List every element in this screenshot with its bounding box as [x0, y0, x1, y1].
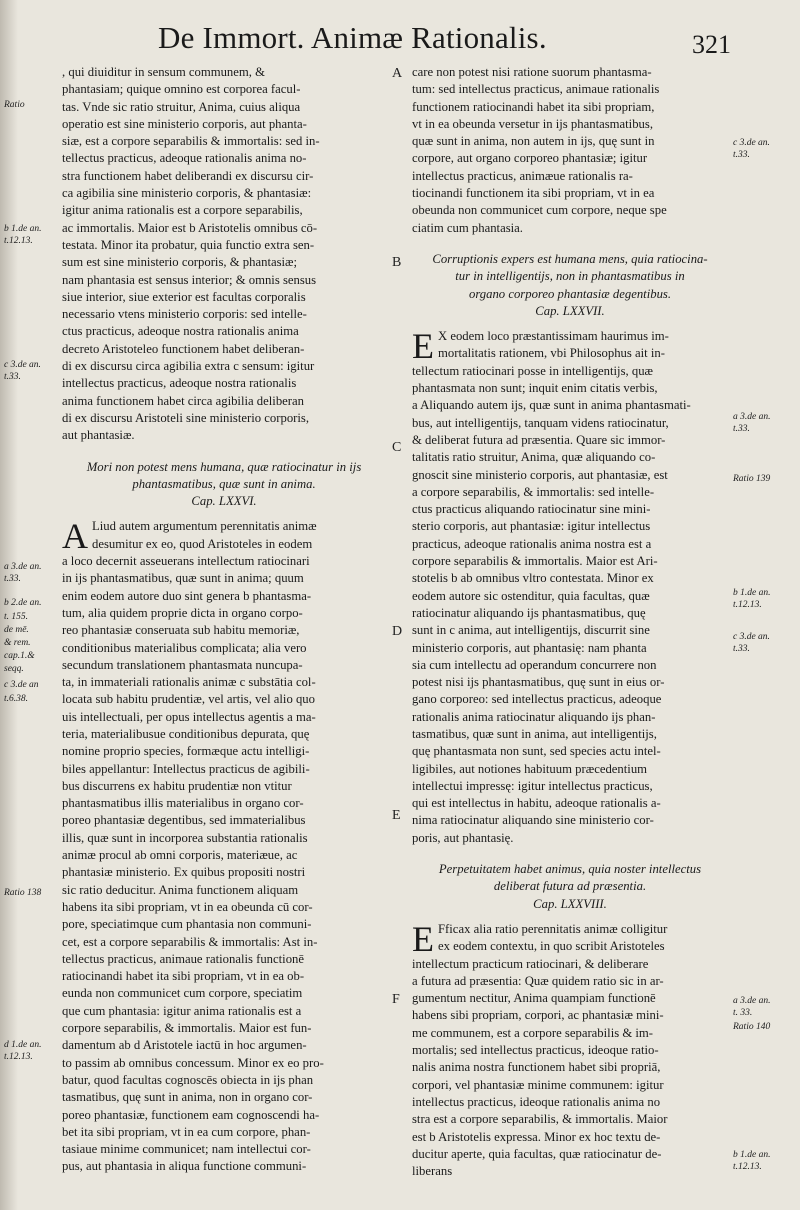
text-line: nalis anima nostra functionem habet sibi propriā,: [412, 1060, 661, 1075]
text-line: stotelis b ab omnibus vltro contestata. Minor ex: [412, 571, 654, 586]
text-line: animæ procul ab omni corporis, materiæue, ac: [62, 848, 298, 863]
margin-ref: t. 155.: [4, 612, 29, 622]
text-line: ratiocinatur aliquando ijs phantasmatibus, quę: [412, 605, 646, 620]
text-line: batur, quod facultas cognoscēs obiecta in ijs phan: [62, 1072, 314, 1087]
text-line: damentum ab d Aristotele iactū in hoc argumen-: [62, 1038, 307, 1053]
text-line: & deliberat futura ad præsentia. Quare sic immor-: [412, 432, 666, 447]
text-line: anima functionem habet circa agibilia deliberan: [62, 393, 305, 408]
text-line: care non potest nisi ratione suorum phantasma-: [412, 65, 652, 79]
chapter-number-78: Cap. LXXVIII.: [533, 896, 607, 911]
text-line: tasmatibus, quę sunt in anima, non in organo cor-: [62, 1090, 313, 1105]
text-line: enim eodem autore duo sint genera b phantasma-: [62, 588, 312, 603]
text-line: to passim ab omnibus concessum. Minor ex eo pro-: [62, 1055, 324, 1070]
text-line: a futura ad præsentia: Quæ quidem ratio sic in ar-: [412, 973, 664, 988]
text-line: siue interior, siue exterior est facultas corporalis: [62, 289, 306, 304]
text-line: liberans: [412, 1164, 453, 1179]
text-line: ex eodem contextu, in quo scribit Aristoteles: [438, 939, 665, 954]
margin-ref: c 3.de an.: [733, 632, 770, 642]
text-line: ta, in immateriali rationalis animæ c substātia col-: [62, 675, 316, 690]
text-line: ratiocinandi habet ita sibi propriam, vt in ea ob-: [62, 969, 305, 984]
text-line: a corpore separabilis, & immortalis: sed intelle-: [412, 484, 655, 499]
text-line: testata. Minor ita probatur, quia functio extra sen-: [62, 237, 315, 252]
margin-ref: b 1.de an.: [733, 1150, 771, 1160]
margin-ref: d 1.de an.: [4, 1040, 42, 1050]
text-line: poreo phantasiæ degentibus, sed immaterialibus: [62, 813, 306, 828]
margin-ref: a 3.de an.: [733, 996, 771, 1006]
text-line: tellectus practicus, adeoque rationalis anima no-: [62, 151, 307, 166]
right-paragraph-2: [412, 328, 728, 847]
text-line: eunda non communicet cum corpore, speciatim: [62, 986, 303, 1001]
text-line: stra functionem habet deliberandi ex discursu cir-: [62, 168, 314, 183]
text-line: a Aliquando autem ijs, quæ sunt in anima phantasmati-: [412, 398, 691, 413]
text-line: tasmatibus, quæ sunt in anima, aut intelligentijs,: [412, 726, 657, 741]
text-line: di ex discursu Aristoteli sine ministerio corporis,: [62, 410, 310, 425]
text-line: tasiaue minime communicet; nam intellectui cor-: [62, 1142, 311, 1157]
text-line: tas. Vnde sic ratio struitur, Anima, cuius aliqua: [62, 99, 301, 114]
text-line: biles appellantur: Intellectus practicus de agibili-: [62, 761, 310, 776]
margin-ref: t.6.38.: [4, 694, 29, 704]
text-line: rationalis anima ratiocinatur aliquando ijs phan-: [412, 709, 656, 724]
margin-ref: t.12.13.: [733, 1162, 762, 1172]
text-line: practicus, adeoque rationalis anima nostra est a: [412, 536, 652, 551]
text-line: sic ratio deducitur. Anima functionem aliquam: [62, 882, 299, 897]
page-header: [0, 18, 800, 58]
section-letter-c: C: [392, 440, 402, 455]
text-line: qui est intellectus in habitu, adeoque rationalis a-: [412, 796, 661, 811]
text-line: eodem autore sic ostenditur, quia facultas, quæ: [412, 588, 650, 603]
chapter-heading-76: [62, 459, 386, 494]
drop-initial-e-2: E: [412, 918, 434, 959]
text-line: nam phantasia est sensus interior; & omnis sensus: [62, 272, 317, 287]
text-line: sterio corporis, aut phantasiæ: igitur intellectus: [412, 519, 651, 534]
margin-ref: t.33.: [4, 372, 21, 382]
section-letter-a: A: [392, 66, 403, 81]
left-column: [62, 64, 386, 1176]
section-letter-b: B: [392, 255, 402, 270]
text-line: ac immortalis. Maior est b Aristotelis omnibus cō-: [62, 220, 318, 235]
text-line: tellectum ratiocinari posse in intelligentijs, quæ: [412, 363, 654, 378]
text-line: intellectus practicus, ideoque rationalis anima no: [412, 1094, 661, 1109]
text-line: est b Aristotelis expressa. Minor ex hoc textu de-: [412, 1129, 661, 1144]
text-line: teria, materialibusue conditionibus depurata, quę: [62, 726, 310, 741]
text-line: vt in ea obeunda versetur in ijs phantasmatibus,: [412, 116, 654, 131]
chapter-heading-77: [412, 251, 728, 303]
text-line: poris, aut phantasię.: [412, 830, 514, 845]
text-line: nima ratiocinatur aliquando sine ministerio cor-: [412, 813, 654, 828]
section-letter-d: D: [392, 624, 403, 639]
text-line: phantasmata non sunt; inquit enim citatis verbis,: [412, 381, 658, 396]
margin-ref: t.33.: [4, 574, 21, 584]
left-paragraph-1: [62, 64, 386, 445]
heading-line: tur in intelligentijs, non in phantasmatibus in: [455, 269, 685, 284]
heading-line: organo corporeo phantasiæ degentibus.: [468, 286, 672, 301]
text-line: poreo phantasiæ, functionem eam cognoscendi ha-: [62, 1107, 320, 1122]
margin-ref: b 1.de an.: [4, 224, 42, 234]
margin-ref: seqq.: [4, 664, 24, 674]
text-line: phantasmatibus illis materialibus in organo cor-: [62, 796, 304, 811]
text-line: aut phantasiæ.: [62, 428, 135, 443]
text-line: phantasiæ ministerio. Ex quibus propositi nostri: [62, 865, 306, 880]
margin-ref: t. 33.: [733, 1008, 753, 1018]
section-letter-e: E: [392, 808, 401, 823]
text-line: habens sibi propriam, corpori, ac phantasiæ mini-: [412, 1008, 664, 1023]
text-line: Fficax alia ratio perennitatis animæ colligitur: [438, 921, 668, 936]
text-line: reo phantasiæ conseruata sub habitu memoriæ,: [62, 623, 300, 638]
text-line: sum est sine ministerio corporis, & phantasiæ;: [62, 255, 298, 270]
text-line: gano corporeo: sed intellectus practicus, adeoque: [412, 692, 662, 707]
margin-ref: t.33.: [733, 150, 750, 160]
drop-initial-a: A: [62, 516, 88, 557]
left-margin-notes: [4, 0, 56, 1210]
margin-ref: t.33.: [733, 644, 750, 654]
text-line: secundum translationem phantasmata nuncupa-: [62, 657, 303, 672]
chapter-heading-78: [412, 861, 728, 896]
text-line: ciatim cum phantasia.: [412, 220, 523, 235]
margin-ref: de mē.: [4, 625, 29, 635]
text-line: intellectui impressę: igitur intellectus practicus,: [412, 778, 653, 793]
text-line: bus, aut intelligentijs, tanquam videns ratiocinatur,: [412, 415, 669, 430]
margin-ref: a 3.de an.: [733, 412, 771, 422]
text-line: gumentum nectitur, Anima quampiam functionē: [412, 991, 656, 1006]
text-line: mortalitatis rationem, vbi Philosophus ait in-: [438, 346, 665, 361]
margin-ref: t.12.13.: [4, 236, 33, 246]
text-line: que cum phantasia: igitur anima rationalis est a: [62, 1003, 302, 1018]
text-line: ducitur aperte, quia facultas, quæ ratiocinatur de-: [412, 1146, 662, 1161]
text-line: pore, speciatimque cum phantasia non communi-: [62, 917, 312, 932]
margin-ref: a 3.de an.: [4, 562, 42, 572]
margin-ref: c 3.de an: [4, 680, 39, 690]
text-line: ministerio corporis, aut phantasię: nam phanta: [412, 640, 647, 655]
text-line: corpori, vel phantasiæ minime communem: igitur: [412, 1077, 664, 1092]
text-line: gnoscit sine ministerio corporis, aut phantasiæ, est: [412, 467, 668, 482]
text-line: stra est a corpore separabilis, & immortalis. Maior: [412, 1112, 668, 1127]
text-line: mortalis; sed intellectus practicus, ideoque ratio-: [412, 1043, 659, 1058]
right-paragraph-3: [412, 918, 728, 1180]
right-column: [412, 64, 728, 1180]
margin-ref: cap.1.&: [4, 651, 35, 661]
margin-ref: c 3.de an.: [4, 360, 41, 370]
text-line: intellectus practicus, adeoque nostra rationalis: [62, 376, 297, 391]
text-line: corpore separabilis, & immortalis. Maior est fun-: [62, 1021, 312, 1036]
right-margin-notes: [733, 0, 797, 1210]
margin-ref: t.12.13.: [4, 1052, 33, 1062]
right-paragraph-1: [412, 64, 728, 237]
text-line: Liud autem argumentum perennitatis animæ: [92, 519, 317, 534]
margin-ref: b 2.de an.: [4, 598, 42, 608]
chapter-number-76: Cap. LXXVI.: [191, 494, 257, 509]
text-line: tum: sed intellectus practicus, animaue rationalis: [412, 82, 660, 97]
heading-line: Perpetuitatem habet animus, quia noster intellectus: [438, 862, 702, 877]
margin-ref: c 3.de an.: [733, 138, 770, 148]
text-line: quę phantasmata non sunt, sed species actu intel-: [412, 744, 661, 759]
text-line: bus discurrens ex habitu prudentiæ non vtitur: [62, 778, 292, 793]
heading-line: deliberat futura ad præsentia.: [493, 879, 647, 894]
margin-ref: b 1.de an.: [733, 588, 771, 598]
text-line: cet, est a corpore separabilis & immortalis: Ast in-: [62, 934, 318, 949]
text-line: quæ sunt in anima, non autem in ijs, quę sunt in: [412, 134, 655, 149]
text-line: talitatis ratio struitur, Anima, quæ aliquando co-: [412, 450, 656, 465]
text-line: igitur anima rationalis est a corpore separabilis,: [62, 203, 303, 218]
margin-ref: t.33.: [733, 424, 750, 434]
text-line: operatio est sine ministerio corporis, aut phanta-: [62, 116, 307, 131]
text-line: obeunda non communicet cum corpore, neque spe: [412, 203, 667, 218]
text-line: intellectum practicum ratiocinari, & deliberare: [412, 956, 649, 971]
text-line: bet ita sibi propriam, vt in ea cum corpore, phan-: [62, 1124, 311, 1139]
text-line: sia cum intellectu ad operandum concurrere non: [412, 657, 657, 672]
page-number: 321: [692, 30, 731, 59]
text-line: di ex discursu circa agibilia extra c sensum: igitur: [62, 359, 315, 374]
text-line: necessario vtens ministerio corporis: sed intelle-: [62, 307, 307, 322]
text-line: in ijs phantasmatibus, quæ sunt in anima; quum: [62, 571, 304, 586]
text-line: functionem ratiocinandi habet ita sibi propriam,: [412, 99, 655, 114]
text-line: conditionibus materialibus complicata; alia vero: [62, 640, 307, 655]
section-letter-f: F: [392, 992, 400, 1007]
text-line: locata sub habitu prudentiæ, vel artis, vel alio quo: [62, 692, 315, 707]
text-line: ctus practicus aliquando ratiocinatur sine mini-: [412, 502, 651, 517]
text-line: phantasiam; quique omnino est corporea facul-: [62, 82, 301, 97]
text-line: pus, aut phantasia in aliqua functione communi-: [62, 1159, 307, 1174]
drop-initial-e: E: [412, 326, 434, 367]
text-line: ligibiles, aut notiones habituum præcedentium: [412, 761, 648, 776]
text-line: me communem, est a corpore separabilis & im-: [412, 1025, 653, 1040]
heading-line: Corruptionis expers est humana mens, quia ratiocina-: [432, 251, 708, 266]
text-line: siæ, est a corpore separabilis & immortalis: sed in-: [62, 134, 320, 149]
text-line: sunt in c anima, aut intelligentijs, discurrit sine: [412, 623, 650, 638]
text-line: nomine proprio species, formæque actu intelligi-: [62, 744, 310, 759]
text-line: habens ita sibi propriam, vt in ea obeunda cū cor-: [62, 899, 313, 914]
text-line: a loco decernit asseuerans intellectum ratiocinari: [62, 554, 310, 569]
margin-ratio: Ratio: [4, 100, 25, 110]
margin-ratio-139: Ratio 139: [733, 474, 771, 484]
margin-ref: t.12.13.: [733, 600, 762, 610]
text-line: corpore, aut organo corporeo phantasiæ; igitur: [412, 151, 648, 166]
text-line: ca agibilia sine ministerio corporis, & phantasiæ:: [62, 186, 312, 201]
text-line: X eodem loco præstantissimam haurimus im-: [438, 329, 669, 344]
text-line: tiocinandi functionem ita sibi propriam, vt in ea: [412, 186, 655, 201]
running-title: De Immort. Animæ Rationalis.: [158, 20, 547, 55]
heading-line: phantasmatibus, quæ sunt in anima.: [132, 476, 316, 491]
text-line: tellectus practicus, animaue rationalis functionē: [62, 951, 305, 966]
text-line: decreto Aristoteleo functionem habet deliberan-: [62, 341, 305, 356]
text-line: intellectus practicus, animæue rationalis ra-: [412, 168, 633, 183]
text-line: ctus practicus, adeoque nostra rationalis anima: [62, 324, 299, 339]
left-paragraph-2: [62, 518, 386, 1175]
text-line: , qui diuiditur in sensum communem, &: [62, 65, 265, 79]
chapter-number-77: Cap. LXXVII.: [535, 303, 605, 318]
text-line: corpore separabilis & immortalis. Maior est Ari-: [412, 554, 658, 569]
heading-line: Mori non potest mens humana, quæ ratiocinatur in ijs: [86, 459, 362, 474]
text-line: illis, quæ sunt in incorporea substantia rationalis: [62, 830, 308, 845]
text-line: uis intellectuali, per opus intellectus agentis a ma-: [62, 709, 316, 724]
text-line: tum, alia quidem proprie dicta in organo corpo-: [62, 605, 303, 620]
margin-ratio-140: Ratio 140: [733, 1022, 771, 1032]
text-line: potest nisi ijs phantasmatibus, quę sunt in eius or-: [412, 675, 665, 690]
margin-ref: & rem.: [4, 638, 31, 648]
text-line: desumitur ex eo, quod Aristoteles in eodem: [92, 536, 313, 551]
margin-ratio-138: Ratio 138: [4, 888, 42, 898]
